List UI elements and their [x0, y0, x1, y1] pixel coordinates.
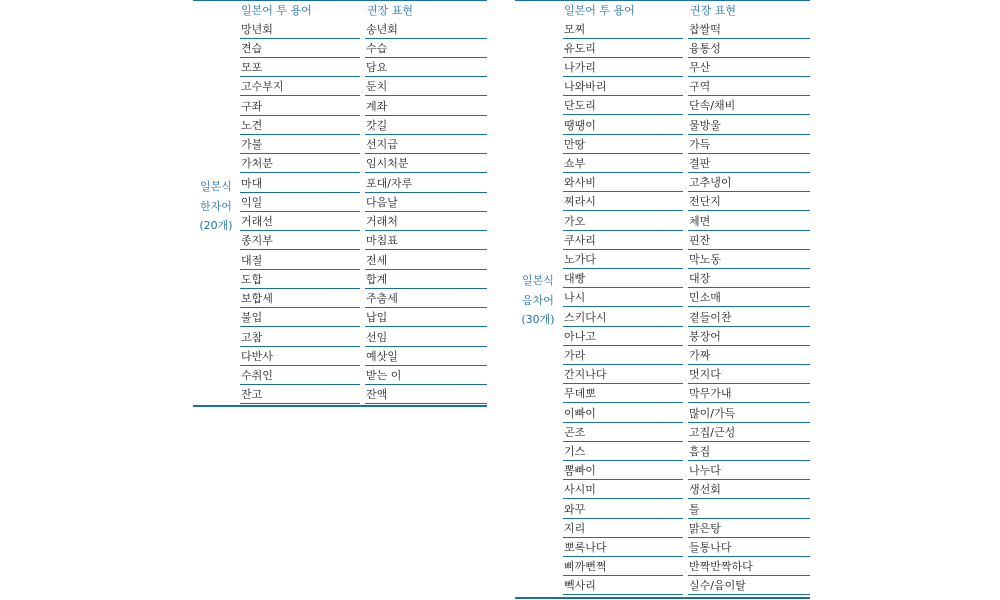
- table-row: [515, 192, 810, 211]
- recommended-term-cell: [688, 423, 810, 442]
- recommended-term-cell: [688, 480, 810, 499]
- recommended-text: 곁들이찬: [689, 310, 732, 324]
- japanese-term-cell: [563, 288, 683, 307]
- table-row: [515, 135, 810, 154]
- term-text: 고참: [241, 330, 263, 344]
- table-row: [515, 96, 810, 115]
- recommended-text: 마침표: [366, 234, 398, 248]
- japanese-term-cell: [563, 346, 683, 365]
- term-text: 노견: [241, 118, 263, 132]
- recommended-term-cell: [688, 327, 810, 346]
- term-text: 뽀록나다: [564, 540, 607, 554]
- recommended-term-cell: [688, 154, 810, 173]
- recommended-text: 실수/음이탈: [689, 579, 746, 593]
- recommended-text: 핀잔: [689, 233, 711, 247]
- recommended-term-cell: [688, 576, 810, 595]
- term-text: 무데뽀: [564, 387, 596, 401]
- japanese-term-cell: [240, 231, 360, 250]
- japanese-term-cell: [563, 480, 683, 499]
- recommended-term-cell: [365, 116, 487, 135]
- japanese-term-cell: [563, 250, 683, 269]
- kanji-terms-table: [193, 0, 487, 408]
- recommended-text: 막무가내: [689, 387, 732, 401]
- recommended-text: 찹쌀떡: [689, 22, 721, 36]
- recommended-text: 고집/근성: [689, 425, 736, 439]
- term-text: 모포: [241, 61, 263, 74]
- japanese-term-cell: [563, 96, 683, 115]
- japanese-term-cell: [563, 519, 683, 538]
- japanese-term-cell: [563, 500, 683, 519]
- recommended-term-cell: [365, 231, 487, 250]
- recommended-text: 막노동: [689, 252, 721, 266]
- table-row: [193, 154, 487, 173]
- recommended-term-cell: [365, 328, 487, 347]
- recommended-text: 예삿일: [366, 349, 398, 363]
- term-text: 망년회: [241, 22, 273, 36]
- recommended-term-cell: [365, 154, 487, 173]
- recommended-text: 받는 이: [366, 369, 402, 382]
- recommended-text: 가득: [689, 137, 711, 151]
- recommended-text: 융통성: [689, 41, 721, 55]
- recommended-text: 합계: [366, 272, 388, 286]
- recommended-text: 단속/채비: [689, 99, 736, 113]
- term-text: 보합세: [241, 292, 273, 305]
- recommended-term-cell: [688, 39, 810, 58]
- table-row: [193, 308, 487, 327]
- japanese-term-cell: [240, 366, 360, 385]
- term-text: 마대: [241, 176, 263, 190]
- term-text: 종지부: [241, 234, 273, 248]
- japanese-term-cell: [563, 269, 683, 288]
- recommended-text: 흠집: [689, 444, 711, 458]
- category-line-2: 한자어: [200, 199, 232, 213]
- recommended-term-cell: [688, 269, 810, 288]
- recommended-text: 둔치: [366, 80, 388, 94]
- japanese-term-cell: [240, 154, 360, 173]
- recommended-term-cell: [688, 519, 810, 538]
- table-row: [515, 480, 810, 499]
- recommended-term-cell: [365, 308, 487, 327]
- recommended-term-cell: [688, 500, 810, 519]
- table-row: [515, 269, 810, 288]
- term-text: 사시미: [564, 483, 596, 497]
- loanword-terms-table: [515, 0, 810, 600]
- table-row: [193, 116, 487, 135]
- japanese-term-cell: [240, 58, 360, 77]
- japanese-term-cell: [563, 154, 683, 173]
- recommended-term-cell: [688, 20, 810, 39]
- term-text: 와꾸: [564, 502, 586, 516]
- recommended-term-cell: [365, 347, 487, 366]
- recommended-term-cell: [688, 538, 810, 557]
- table-row: [515, 346, 810, 365]
- category-line-3: (30개): [521, 313, 555, 326]
- term-text: 가오: [564, 214, 586, 228]
- recommended-text: 전단지: [689, 195, 721, 209]
- table-row: [515, 58, 810, 77]
- table-top-rule: [515, 0, 810, 1]
- recommended-term-cell: [688, 557, 810, 576]
- recommended-text: 선지급: [366, 138, 398, 151]
- japanese-term-cell: [240, 135, 360, 154]
- term-text: 익일: [241, 195, 263, 209]
- recommended-term-cell: [688, 442, 810, 461]
- table-row: [515, 442, 810, 461]
- japanese-term-cell: [563, 327, 683, 346]
- term-text: 불입: [241, 311, 263, 325]
- japanese-term-cell: [240, 174, 360, 193]
- table-row: [515, 154, 810, 173]
- japanese-term-cell: [563, 39, 683, 58]
- recommended-text: 들통나다: [689, 540, 732, 554]
- table-row: [193, 39, 487, 58]
- table-row: [193, 289, 487, 308]
- term-text: 나가리: [564, 60, 596, 74]
- recommended-term-cell: [365, 193, 487, 212]
- table-row: [515, 212, 810, 231]
- recommended-term-cell: [365, 20, 487, 39]
- japanese-term-cell: [563, 77, 683, 96]
- table-row: [515, 308, 810, 327]
- japanese-term-cell: [563, 308, 683, 327]
- term-text: 만땅: [564, 137, 586, 151]
- table-row: [193, 251, 487, 270]
- term-text: 기스: [564, 444, 586, 458]
- japanese-term-cell: [563, 404, 683, 423]
- table-row: [515, 404, 810, 423]
- recommended-text: 물방울: [689, 118, 721, 132]
- recommended-text: 갓길: [366, 118, 388, 132]
- japanese-term-cell: [563, 231, 683, 250]
- category-line-2: 음차어: [522, 293, 554, 307]
- term-text: 땡땡이: [564, 118, 596, 132]
- term-text: 거래선: [241, 215, 273, 228]
- japanese-term-cell: [240, 251, 360, 270]
- table-row: [193, 366, 487, 385]
- recommended-text: 포대/자루: [366, 176, 413, 190]
- japanese-term-cell: [563, 135, 683, 154]
- recommended-text: 대장: [689, 272, 711, 286]
- japanese-term-cell: [240, 347, 360, 366]
- japanese-term-cell: [240, 116, 360, 135]
- table-row: [515, 461, 810, 480]
- table-row: [515, 519, 810, 538]
- term-text: 구좌: [241, 99, 263, 113]
- japanese-term-cell: [240, 20, 360, 39]
- term-text: 지리: [564, 521, 586, 535]
- recommended-term-cell: [688, 384, 810, 403]
- japanese-term-cell: [240, 97, 360, 116]
- japanese-term-cell: [240, 193, 360, 212]
- recommended-term-cell: [688, 116, 810, 135]
- japanese-term-cell: [240, 385, 360, 404]
- recommended-text: 체면: [689, 214, 711, 228]
- table-row: [193, 77, 487, 96]
- japanese-term-cell: [240, 212, 360, 231]
- table-row: [193, 20, 487, 39]
- recommended-term-cell: [365, 366, 487, 385]
- term-text: 수취인: [241, 369, 273, 382]
- table-row: [515, 500, 810, 519]
- term-text: 곤조: [564, 425, 586, 439]
- recommended-text: 멋지다: [689, 368, 721, 382]
- recommended-text: 가짜: [689, 348, 711, 362]
- recommended-text: 잔액: [366, 388, 388, 402]
- japanese-term-cell: [240, 39, 360, 58]
- term-text: 가불: [241, 138, 263, 151]
- japanese-term-cell: [563, 538, 683, 557]
- table-top-rule: [193, 0, 487, 1]
- table-row: [515, 327, 810, 346]
- term-text: 유도리: [564, 41, 596, 55]
- term-text: 노가다: [564, 252, 596, 266]
- recommended-term-cell: [365, 385, 487, 404]
- recommended-text: 담요: [366, 61, 388, 74]
- table-row: [515, 576, 810, 595]
- recommended-term-cell: [688, 461, 810, 480]
- table-row: [515, 557, 810, 576]
- recommended-text: 계좌: [366, 99, 388, 113]
- term-text: 뽐빠이: [564, 464, 596, 478]
- term-text: 다반사: [241, 349, 273, 363]
- term-text: 와사비: [564, 176, 596, 190]
- recommended-text: 결판: [689, 156, 711, 170]
- table-row: [193, 135, 487, 154]
- recommended-text: 전세: [366, 253, 388, 267]
- japanese-term-cell: [563, 212, 683, 231]
- recommended-column-header: 권장 표현: [367, 4, 414, 17]
- recommended-term-cell: [365, 77, 487, 96]
- recommended-term-cell: [365, 58, 487, 77]
- table-row: [515, 288, 810, 307]
- term-text: 찌라시: [564, 195, 596, 209]
- japanese-term-cell: [563, 173, 683, 192]
- recommended-text: 납입: [366, 311, 388, 325]
- term-text: 삐까뻔쩍: [564, 560, 607, 574]
- term-text: 가처분: [241, 157, 273, 171]
- recommended-text: 주춤세: [366, 292, 398, 305]
- term-text: 아나고: [564, 329, 596, 343]
- category-line-1: 일본식: [200, 180, 232, 193]
- term-text: 도합: [241, 272, 263, 286]
- japanese-term-cell: [240, 77, 360, 96]
- recommended-text: 맑은탕: [689, 521, 721, 535]
- recommended-text: 송년회: [366, 22, 398, 36]
- recommended-term-cell: [688, 308, 810, 327]
- recommended-term-cell: [688, 288, 810, 307]
- table-row: [193, 58, 487, 77]
- recommended-term-cell: [365, 135, 487, 154]
- table-row: [515, 423, 810, 442]
- japanese-term-cell: [563, 423, 683, 442]
- category-line-1: 일본식: [522, 274, 554, 287]
- japanese-term-cell: [563, 20, 683, 39]
- table-row: [515, 250, 810, 269]
- term-text: 간지나다: [564, 368, 607, 382]
- term-text: 대절: [241, 253, 263, 267]
- japanese-term-cell: [240, 328, 360, 347]
- recommended-term-cell: [365, 212, 487, 231]
- recommended-term-cell: [365, 97, 487, 116]
- recommended-text: 고추냉이: [689, 176, 732, 190]
- japanese-term-cell: [563, 365, 683, 384]
- table-row: [193, 193, 487, 212]
- term-text: 고수부지: [241, 80, 284, 94]
- term-column-header: 일본어 투 용어: [241, 4, 312, 17]
- recommended-term-cell: [688, 58, 810, 77]
- recommended-term-cell: [688, 135, 810, 154]
- table-row: [193, 174, 487, 193]
- recommended-term-cell: [365, 174, 487, 193]
- term-text: 잔고: [241, 388, 263, 402]
- recommended-text: 수습: [366, 41, 388, 55]
- table-row: [515, 77, 810, 96]
- recommended-term-cell: [688, 404, 810, 423]
- table-row: [515, 538, 810, 557]
- recommended-column-header: 권장 표현: [690, 4, 737, 17]
- japanese-term-cell: [563, 116, 683, 135]
- term-text: 이빠이: [564, 406, 596, 420]
- recommended-text: 나누다: [689, 464, 721, 478]
- term-text: 견습: [241, 41, 263, 55]
- table-bottom-rule: [193, 405, 487, 407]
- term-text: 나시: [564, 291, 586, 305]
- recommended-text: 선임: [366, 330, 388, 344]
- recommended-term-cell: [688, 365, 810, 384]
- recommended-term-cell: [688, 173, 810, 192]
- recommended-term-cell: [688, 192, 810, 211]
- recommended-text: 틀: [689, 502, 700, 516]
- table-row: [193, 97, 487, 116]
- table-row: [193, 231, 487, 250]
- recommended-text: 반짝반짝하다: [689, 560, 753, 574]
- recommended-text: 임시처분: [366, 157, 409, 171]
- term-text: 대빵: [564, 272, 586, 286]
- recommended-term-cell: [365, 270, 487, 289]
- table-row: [515, 365, 810, 384]
- table-row: [515, 384, 810, 403]
- term-text: 나와바리: [564, 80, 607, 94]
- recommended-term-cell: [688, 346, 810, 365]
- table-row: [193, 328, 487, 347]
- recommended-term-cell: [688, 77, 810, 96]
- table-row: [193, 385, 487, 404]
- table-row: [193, 212, 487, 231]
- table-row: [515, 231, 810, 250]
- term-text: 모찌: [564, 22, 586, 36]
- term-text: 스키다시: [564, 310, 607, 324]
- recommended-text: 민소매: [689, 291, 721, 305]
- recommended-text: 구역: [689, 80, 711, 94]
- table-row: [515, 116, 810, 135]
- category-line-3: (20개): [199, 219, 233, 232]
- recommended-text: 많이/가득: [689, 406, 736, 420]
- japanese-term-cell: [240, 270, 360, 289]
- table-row: [515, 173, 810, 192]
- recommended-term-cell: [688, 231, 810, 250]
- recommended-term-cell: [688, 212, 810, 231]
- table-row: [515, 39, 810, 58]
- japanese-term-cell: [240, 289, 360, 308]
- japanese-term-cell: [563, 576, 683, 595]
- recommended-text: 거래처: [366, 215, 398, 228]
- recommended-term-cell: [365, 289, 487, 308]
- term-text: 뻭사리: [564, 579, 596, 593]
- japanese-term-cell: [563, 461, 683, 480]
- term-column-header: 일본어 투 용어: [564, 4, 635, 17]
- table-bottom-rule: [515, 597, 810, 599]
- japanese-term-cell: [563, 58, 683, 77]
- term-text: 쿠사리: [564, 233, 596, 247]
- term-text: 가라: [564, 348, 586, 362]
- term-text: 단도리: [564, 99, 596, 113]
- table-row: [193, 347, 487, 366]
- recommended-text: 다음날: [366, 195, 398, 209]
- recommended-text: 무산: [689, 60, 711, 74]
- recommended-term-cell: [688, 96, 810, 115]
- japanese-term-cell: [240, 308, 360, 327]
- recommended-text: 생선회: [689, 483, 721, 497]
- japanese-term-cell: [563, 384, 683, 403]
- recommended-text: 붕장어: [689, 329, 721, 343]
- japanese-term-cell: [563, 192, 683, 211]
- recommended-term-cell: [365, 251, 487, 270]
- table-row: [515, 20, 810, 39]
- term-text: 쇼부: [564, 156, 586, 170]
- japanese-term-cell: [563, 442, 683, 461]
- recommended-term-cell: [688, 250, 810, 269]
- table-row: [193, 270, 487, 289]
- recommended-term-cell: [365, 39, 487, 58]
- japanese-term-cell: [563, 557, 683, 576]
